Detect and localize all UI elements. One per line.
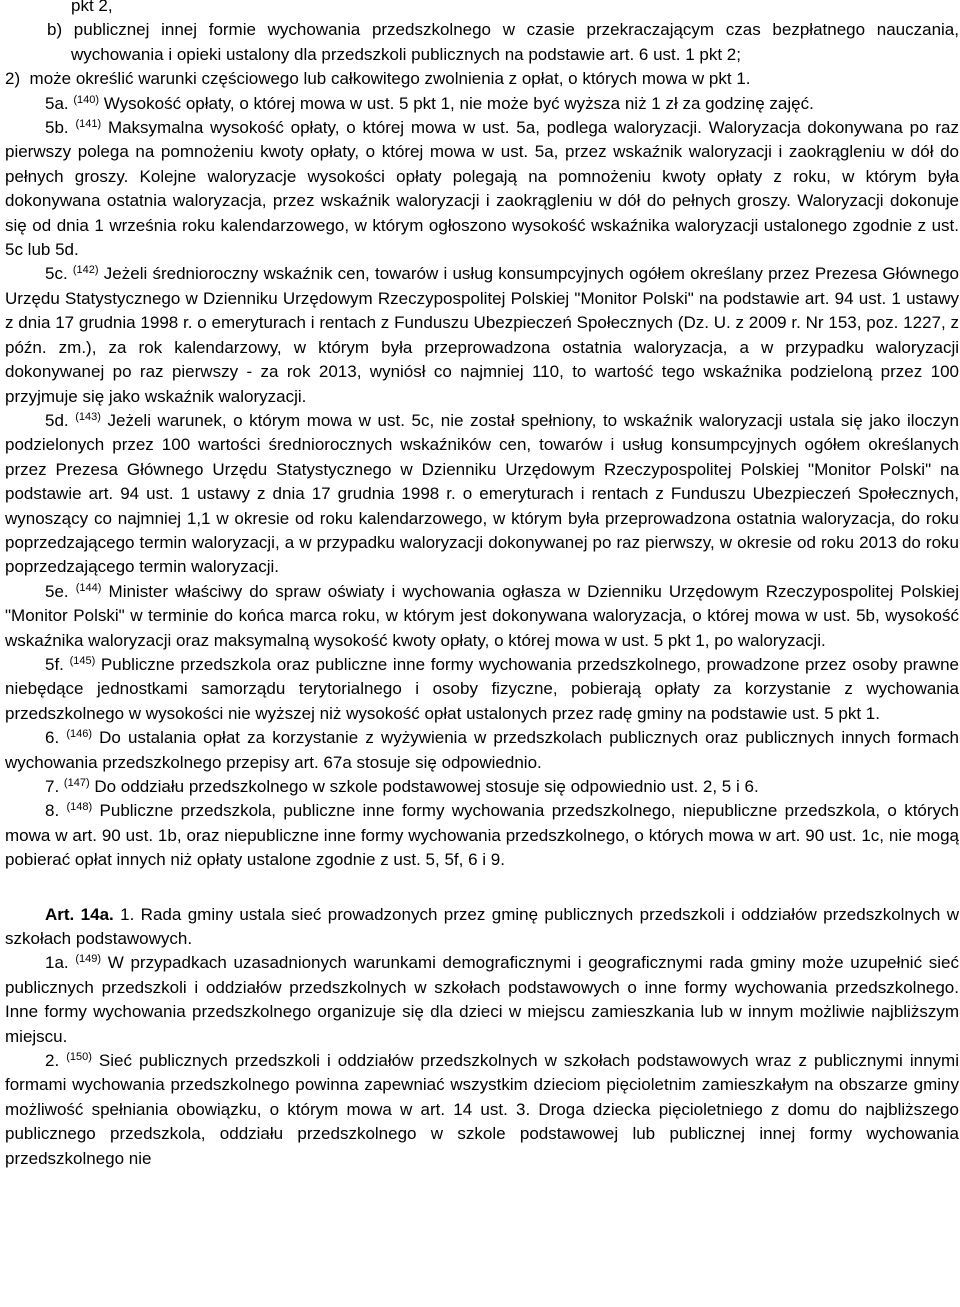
- paragraph-5d: [5, 409, 959, 580]
- paragraph-number: 5e.: [45, 581, 69, 601]
- paragraph-number: 5f.: [45, 654, 64, 674]
- paragraph-text: Sieć publicznych przedszkoli i oddziałów przedszkolnych w szkołach podstawowych wraz z publicznymi innymi formami wychowania przedszkolnego powinna zapewniać wszystkim dzieciom pięcioletnim zamieszkałym na obszarze gminy możliwość spełniania obowiązku, o którym mowa w art. 14 ust. 3. Droga dziecka pięcioletniego z domu do najbliższego publicznego przedszkola, oddziału przedszkolnego w szkole podstawowej lub publicznej innej formy wychowania przedszkolnego nie: [5, 1051, 959, 1168]
- paragraph-6: [5, 726, 959, 775]
- footnote-ref[interactable]: (147): [63, 777, 90, 789]
- article-text: 1. Rada gminy ustala sieć prowadzonych przez gminę publicznych przedszkoli i oddziałów przedszkolnych w szkołach podstawowych.: [5, 904, 959, 949]
- paragraph-5b: [5, 116, 959, 262]
- list-item-2: 2) może określić warunki częściowego lub całkowitego zwolnienia z opłat, o których mowa w pkt 1.: [5, 69, 751, 89]
- footnote-ref[interactable]: (149): [75, 953, 102, 966]
- paragraph-number: 2.: [45, 1051, 60, 1071]
- paragraph-number: 8.: [45, 801, 60, 821]
- paragraph-5a: [5, 92, 959, 116]
- footnote-ref[interactable]: (145): [69, 654, 96, 667]
- paragraph-text: Jeżeli warunek, o którym mowa w ust. 5c, nie został spełniony, to wskaźnik waloryzacji ustala się jako iloczyn podzielonych przez 100 wartości średniorocznych wskaźników cen, towarów i usług konsumpcyjnych ogółem określanych przez Prezesa Głównego Urzędu Statystycznego w Dzienniku Urzędowym Rzeczypospolitej Polskiej "Monitor Polski" na podstawie art. 94 ust. 1 ustawy z dnia 17 grudnia 1998 r. o emeryturach i rentach z Funduszu Ubezpieczeń Społecznych, wynoszący co najmniej 1,1 w okresie od roku kalendarzowego, w którym była przeprowadzona ostatnia waloryzacja, do roku poprzedzającego termin waloryzacji, a w przypadku waloryzacji dokonywanej po raz pierwszy, w okresie od roku 2013 do roku poprzedzającego termin waloryzacji.: [5, 410, 959, 577]
- paragraph-text: Publiczne przedszkola oraz publiczne inne formy wychowania przedszkolnego, prowadzone przez osoby prawne niebędące jednostkami samorządu terytorialnego i osoby fizyczne, pobierają opłaty za korzystanie z wychowania przedszkolnego w wysokości nie wyższej niż wysokość opłat ustalonych przez radę gminy na podstawie ust. 5 pkt 1.: [5, 654, 959, 723]
- footnote-ref[interactable]: (141): [75, 118, 102, 131]
- paragraph-text: Do oddziału przedszkolnego w szkole podstawowej stosuje się odpowiednio ust. 2, 5 i 6.: [89, 777, 759, 796]
- paragraph-text: Wysokość opłaty, o której mowa w ust. 5 pkt 1, nie może być wyższa niż 1 zł za godzinę zajęć.: [99, 93, 814, 113]
- paragraph-5c: [5, 262, 959, 408]
- paragraph-number: 1a.: [45, 953, 69, 973]
- paragraph-text: Maksymalna wysokość opłaty, o której mowa w ust. 5a, podlega waloryzacji. Waloryzacja dokonywana po raz pierwszy polega na pomnożeniu kwoty opłaty, o której mowa w ust. 5a, przez wskaźnik waloryzacji i zaokrągleniu w dół do pełnych groszy. Kolejne waloryzacje wysokości opłaty polegają na pomnożeniu kwoty opłaty z roku, w którym była dokonywana ostatnia waloryzacja, przez wskaźnik waloryzacji i zaokrągleniu w dół do pełnych groszy. Waloryzacji dokonuje się od dnia 1 września roku kalendarzowego, w którym ogłoszono wysokość wskaźnika waloryzacji ustalonego zgodnie z ust. 5c lub 5d.: [5, 118, 960, 260]
- paragraph-number: 5b.: [45, 118, 69, 138]
- list-item-b: b) publicznej innej formie wychowania przedszkolnego w czasie przekraczającym czas bezpłatnego nauczania, wychowania i opieki ustalony dla przedszkoli publicznych na podstawie art. 6 ust. 1 pkt 2;: [47, 20, 959, 64]
- paragraph-number: 5d.: [45, 410, 69, 430]
- paragraph-text: Minister właściwy do spraw oświaty i wychowania ogłasza w Dzienniku Urzędowym Rzeczypospolitej Polskiej "Monitor Polski" w terminie do końca marca roku, w którym jest dokonywana waloryzacja, o której mowa w ust. 5b, wysokość wskaźnika waloryzacji oraz maksymalną wysokość kwoty opłaty, o której mowa w ust. 5 pkt 1, po waloryzacji.: [5, 581, 959, 650]
- paragraph-text: Publiczne przedszkola, publiczne inne formy wychowania przedszkolnego, niepubliczne przedszkola, o których mowa w art. 90 ust. 1b, oraz niepubliczne inne formy wychowania przedszkolnego, o których mowa w art. 90 ust. 1c, nie mogą pobierać opłat innych niż opłaty ustalone zgodnie z ust. 5, 5f, 6 i 9.: [5, 801, 959, 870]
- footnote-ref[interactable]: (148): [66, 801, 93, 814]
- footnote-ref[interactable]: (150): [66, 1051, 92, 1064]
- footnote-ref[interactable]: (143): [75, 410, 101, 423]
- paragraph-text: Do ustalania opłat za korzystanie z wyżywienia w przedszkolach publicznych oraz publicznych innych formach wychowania przedszkolnego przepisy art. 67a stosuje się odpowiednio.: [5, 728, 959, 772]
- paragraph-number: 6.: [45, 728, 60, 748]
- article-14a: [5, 903, 959, 952]
- paragraph-1a: [5, 951, 959, 1049]
- paragraph-number: 5a.: [45, 93, 69, 113]
- section-gap: [5, 873, 959, 903]
- document-page: [5, 0, 959, 1171]
- footnote-ref[interactable]: (140): [73, 93, 100, 106]
- article-heading: Art. 14a.: [45, 904, 114, 924]
- paragraph-number: 5c.: [45, 264, 68, 284]
- paragraph-8: [5, 799, 959, 872]
- footnote-ref[interactable]: (146): [66, 728, 92, 741]
- footnote-ref[interactable]: (142): [72, 264, 99, 277]
- paragraph-2: [5, 1049, 959, 1171]
- text-line: pkt 2,: [71, 0, 113, 15]
- footnote-ref[interactable]: (144): [75, 581, 102, 594]
- paragraph-5e: [5, 580, 959, 653]
- paragraph-text: Jeżeli średnioroczny wskaźnik cen, towarów i usług konsumpcyjnych ogółem określany przez Prezesa Głównego Urzędu Statystycznego w Dzienniku Urzędowym Rzeczypospolitej Polskiej "Monitor Polski" na podstawie art. 94 ust. 1 ustawy z dnia 17 grudnia 1998 r. o emeryturach i rentach z Funduszu Ubezpieczeń Społecznych (Dz. U. z 2009 r. Nr 153, poz. 1227, z późn. zm.), za rok kalendarzowy, w którym była przeprowadzona ostatnia waloryzacja, a w przypadku waloryzacji dokonywanej po raz pierwszy - za rok 2013, wyniósł co najmniej 110, to wartość tego wskaźnika podzieloną przez 100 przyjmuje się jako wskaźnik waloryzacji.: [5, 264, 959, 406]
- paragraph-5f: [5, 653, 959, 726]
- paragraph-number: 7.: [45, 777, 60, 796]
- paragraph-text: W przypadkach uzasadnionych warunkami demograficznymi i geograficznymi rada gminy może uzupełnić sieć publicznych przedszkoli i oddziałów przedszkolnych w szkołach podstawowych o inne formy wychowania przedszkolnego. Inne formy wychowania przedszkolnego organizuje się dla dzieci w miejscu zamieszkania lub w innym możliwie najbliższym miejscu.: [5, 953, 959, 1046]
- paragraph-7: [5, 775, 959, 799]
